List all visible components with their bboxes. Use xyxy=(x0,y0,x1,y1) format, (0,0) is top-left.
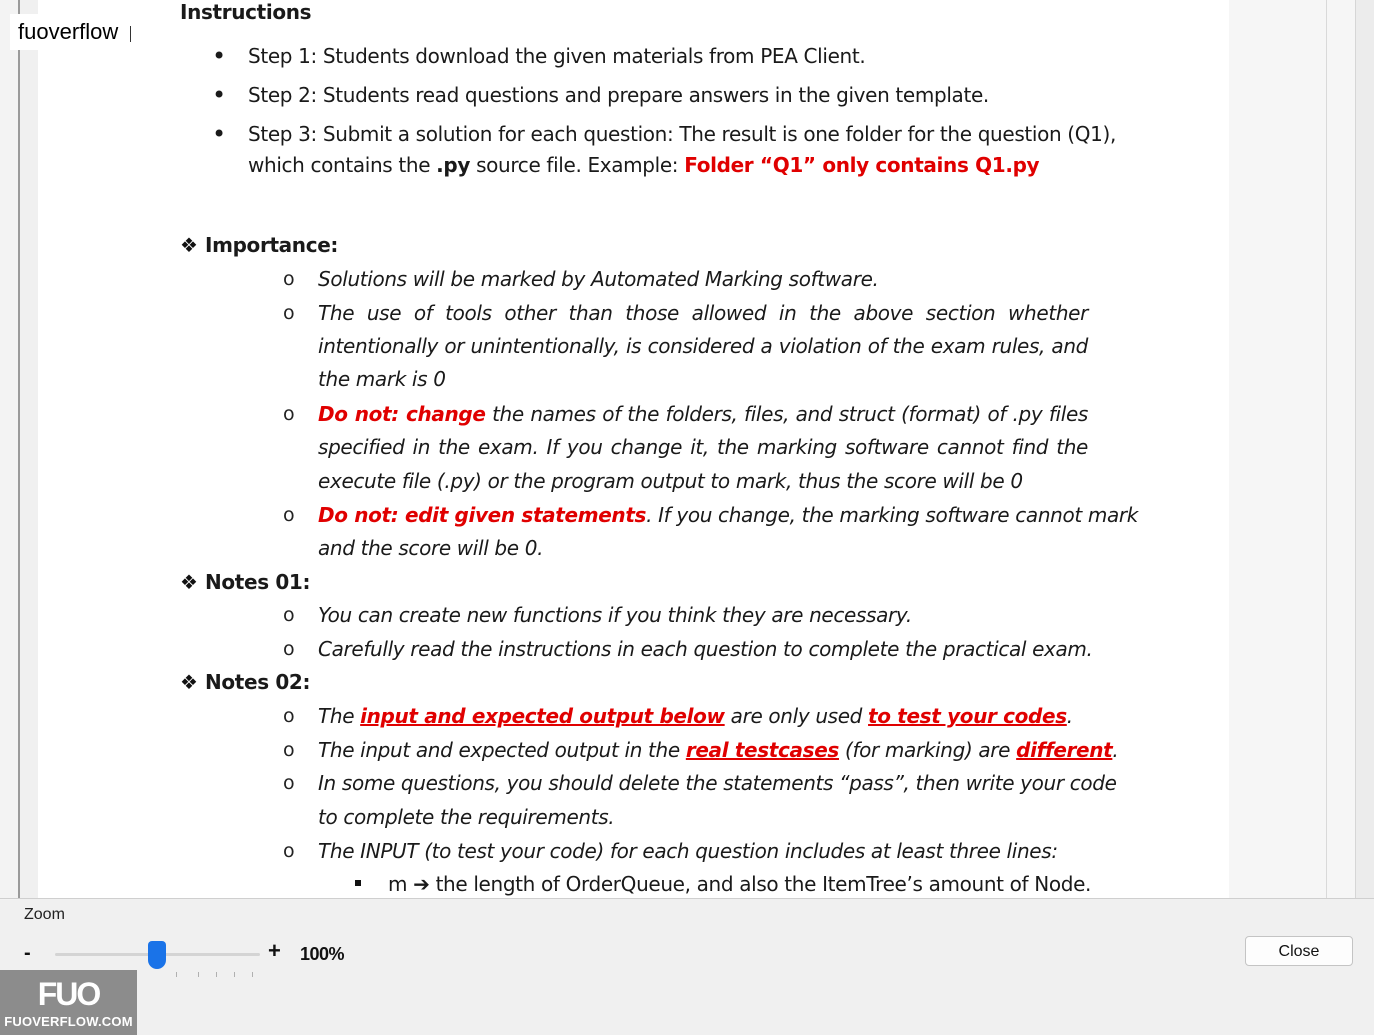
circle-bullet-icon: o xyxy=(283,638,295,660)
window-left-edge xyxy=(0,0,20,900)
zoom-slider-thumb[interactable] xyxy=(148,941,166,969)
zoom-in-button[interactable]: + xyxy=(268,938,281,963)
importance-heading: Importance: xyxy=(205,233,339,257)
importance-item-2-line-1: The use of tools other than those allowed in the above section whether xyxy=(318,301,1088,325)
circle-bullet-icon: o xyxy=(283,268,295,290)
step-3-example: Folder “Q1” only contains Q1.py xyxy=(684,153,1040,177)
notes02-item-3-line-1: In some questions, you should delete the statements “pass”, then write your code xyxy=(318,771,1117,795)
diamond-bullet-icon: ❖ xyxy=(180,233,198,257)
zoom-out-button[interactable]: - xyxy=(24,942,31,964)
zoom-label: Zoom xyxy=(24,906,65,923)
notes02-heading: Notes 02: xyxy=(205,670,311,694)
notes01-item-1: You can create new functions if you think they are necessary. xyxy=(318,603,912,627)
circle-bullet-icon: o xyxy=(283,504,295,526)
circle-bullet-icon: o xyxy=(283,403,295,425)
watermark-text: fuoverflow xyxy=(18,19,119,44)
left-divider xyxy=(18,0,20,898)
circle-bullet-icon: o xyxy=(283,772,295,794)
fuoverflow-logo xyxy=(0,970,137,1035)
circle-bullet-icon: o xyxy=(283,604,295,626)
notes02-item-3-line-2: to complete the requirements. xyxy=(318,805,615,829)
importance-item-3-line-2: specified in the exam. If you change it, the marking software cannot find the xyxy=(318,435,1088,459)
text-caret xyxy=(130,26,131,42)
logo-text: FUOVERFLOW.COM xyxy=(4,1014,133,1029)
notes02-item-2: The input and expected output in the real testcases (for marking) are different. xyxy=(318,738,1119,762)
importance-item-1: Solutions will be marked by Automated Marking software. xyxy=(318,267,879,291)
importance-item-3-line-1: Do not: change the names of the folders, files, and struct (format) of .py files xyxy=(318,402,1088,426)
notes01-item-2: Carefully read the instructions in each question to complete the practical exam. xyxy=(318,637,1093,661)
right-divider xyxy=(1326,0,1327,898)
slider-tick xyxy=(216,972,217,977)
right-arrow-icon: ➔ xyxy=(413,872,430,896)
importance-item-4-line-1: Do not: edit given statements. If you change, the marking software cannot mark xyxy=(318,503,1139,527)
importance-item-2-line-3: the mark is 0 xyxy=(318,367,446,391)
vertical-scrollbar[interactable] xyxy=(1355,0,1374,898)
instructions-heading: Instructions xyxy=(180,0,312,24)
step-3-continued: which contains the .py source file. Example: Folder “Q1” only contains Q1.py xyxy=(248,153,1040,177)
zoom-value: 100% xyxy=(300,944,345,964)
watermark-label xyxy=(10,14,141,50)
step-3: Step 3: Submit a solution for each question: The result is one folder for the question (Q1), xyxy=(248,122,1116,146)
bullet-icon: • xyxy=(212,120,227,148)
circle-bullet-icon: o xyxy=(283,840,295,862)
step-2: Step 2: Students read questions and prepare answers in the given template. xyxy=(248,83,989,107)
input-sub-item-1: m ➔ the length of OrderQueue, and also the ItemTree’s amount of Node. xyxy=(388,872,1092,896)
importance-item-2-line-2: intentionally or unintentionally, is considered a violation of the exam rules, and xyxy=(318,334,1088,358)
circle-bullet-icon: o xyxy=(283,739,295,761)
notes02-item-1: The input and expected output below are only used to test your codes. xyxy=(318,704,1073,728)
notes01-heading: Notes 01: xyxy=(205,570,311,594)
square-bullet-icon xyxy=(355,880,361,886)
notes02-item-4: The INPUT (to test your code) for each question includes at least three lines: xyxy=(318,839,1058,863)
bullet-icon: • xyxy=(212,42,227,70)
logo-mark: FUO xyxy=(37,976,100,1012)
step-1: Step 1: Students download the given materials from PEA Client. xyxy=(248,44,866,68)
importance-item-3-line-3: execute file (.py) or the program output to mark, thus the score will be 0 xyxy=(318,469,1023,493)
bullet-icon: • xyxy=(212,81,227,109)
slider-tick xyxy=(234,972,235,977)
slider-tick xyxy=(176,972,177,977)
circle-bullet-icon: o xyxy=(283,705,295,727)
slider-tick xyxy=(252,972,253,977)
right-margin xyxy=(1229,0,1355,898)
importance-item-4-line-2: and the score will be 0. xyxy=(318,536,544,560)
slider-tick xyxy=(198,972,199,977)
circle-bullet-icon: o xyxy=(283,302,295,324)
diamond-bullet-icon: ❖ xyxy=(180,570,198,594)
diamond-bullet-icon: ❖ xyxy=(180,670,198,694)
close-button[interactable]: Close xyxy=(1245,936,1353,966)
